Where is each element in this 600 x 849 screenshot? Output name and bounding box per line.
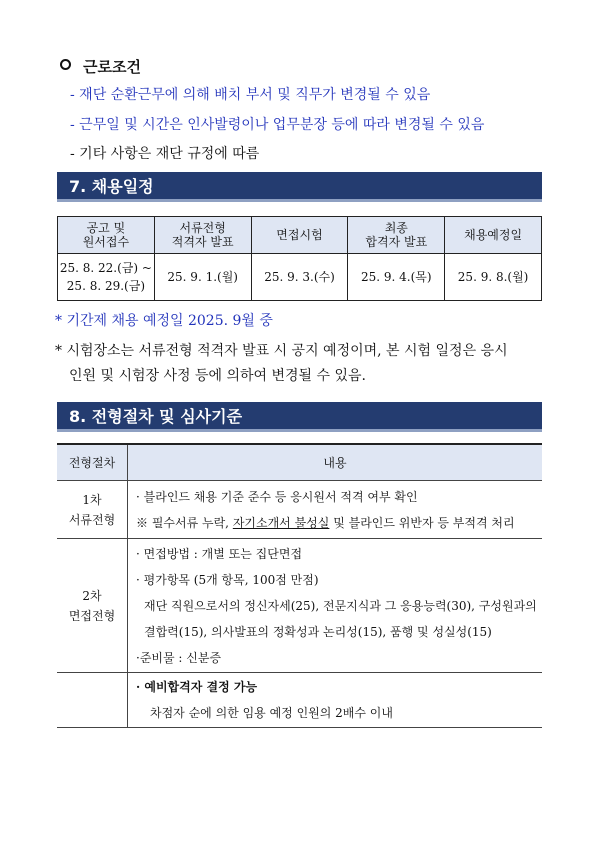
schedule-table xyxy=(57,216,542,301)
process-col-step: 전형절차 xyxy=(57,444,128,481)
stage-content-extra xyxy=(128,673,543,728)
process-row-stage2 xyxy=(57,539,542,673)
conditions-title: 근로조건 xyxy=(60,56,141,77)
stage-name: 2차 면접전형 xyxy=(57,539,128,673)
stage2-line: ·준비물 : 신분증 xyxy=(136,651,222,665)
section-header-schedule: 7. 채용일정 xyxy=(57,172,542,202)
stage-content xyxy=(128,481,543,539)
schedule-cell: 25. 9. 8.(월) xyxy=(445,254,542,301)
schedule-note: * 시험장소는 서류전형 적격자 발표 시 공지 예정이며, 본 시험 일정은 응시 xyxy=(55,343,508,359)
schedule-col-header: 서류전형 적격자 발표 xyxy=(154,217,251,254)
schedule-note: * 기간제 채용 예정일 2025. 9월 중 xyxy=(55,313,273,329)
stage2-line: · 면접방법 : 개별 또는 집단면접 xyxy=(136,547,303,561)
schedule-col-header: 공고 및 원서접수 xyxy=(58,217,155,254)
schedule-value-row xyxy=(58,254,542,301)
schedule-col-header: 최종 합격자 발표 xyxy=(348,217,445,254)
process-col-content: 내용 xyxy=(128,444,543,481)
schedule-cell: 25. 9. 4.(목) xyxy=(348,254,445,301)
reserve-pass-detail: 차점자 순에 의한 임용 예정 인원의 2배수 이내 xyxy=(150,706,393,720)
stage-name-spacer xyxy=(57,673,128,728)
process-row-stage2-extra xyxy=(57,673,542,728)
stage2-line: · 평가항목 (5개 항목, 100점 만점) xyxy=(136,573,319,587)
stage1-note-line: ※ 필수서류 누락, 자기소개서 불성실 및 블라인드 위반자 등 부적격 처리 xyxy=(136,515,515,530)
reserve-pass-line: · 예비합격자 결정 가능 xyxy=(136,680,258,694)
stage2-line: 결합력(15), 의사발표의 정확성과 논리성(15), 품행 및 성실성(15) xyxy=(144,625,492,639)
process-header-row xyxy=(57,444,542,481)
stage-content xyxy=(128,539,543,673)
process-table xyxy=(57,443,542,728)
schedule-cell: 25. 9. 1.(월) xyxy=(154,254,251,301)
schedule-col-header: 채용예정일 xyxy=(445,217,542,254)
schedule-col-header: 면접시험 xyxy=(251,217,348,254)
condition-item: - 근무일 및 시간은 인사발령이나 업무분장 등에 따라 변경될 수 있음 xyxy=(70,117,485,133)
schedule-cell: 25. 9. 3.(수) xyxy=(251,254,348,301)
stage2-line: 재단 직원으로서의 정신자세(25), 전문지식과 그 응용능력(30), 구성원과의 xyxy=(144,599,537,613)
section-header-process: 8. 전형절차 및 심사기준 xyxy=(57,402,542,432)
schedule-cell: 25. 8. 22.(금) ~ 25. 8. 29.(금) xyxy=(58,254,155,301)
schedule-header-row xyxy=(58,217,542,254)
condition-item: - 재단 순환근무에 의해 배치 부서 및 직무가 변경될 수 있음 xyxy=(70,87,431,103)
circle-bullet-icon xyxy=(60,59,71,70)
stage-name: 1차 서류전형 xyxy=(57,481,128,539)
condition-item: - 기타 사항은 재단 규정에 따름 xyxy=(70,146,260,162)
schedule-note-continued: 인원 및 시험장 사정 등에 의하여 변경될 수 있음. xyxy=(69,368,367,384)
process-row-stage1 xyxy=(57,481,542,539)
stage1-line: · 블라인드 채용 기준 준수 등 응시원서 적격 여부 확인 xyxy=(136,489,418,504)
